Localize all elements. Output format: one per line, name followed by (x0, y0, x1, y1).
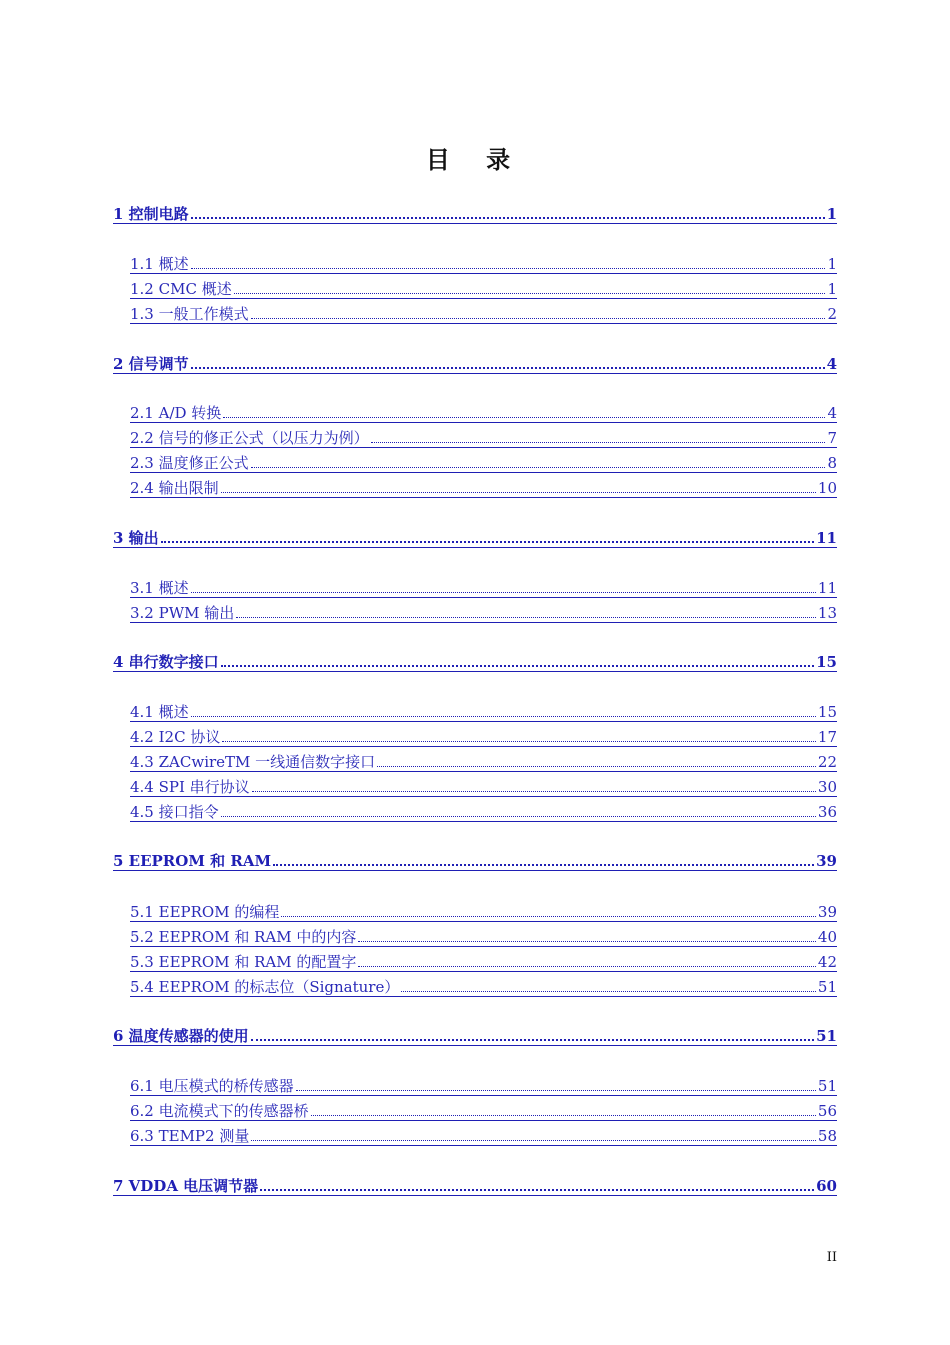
toc-section-label: 5.3 EEPROM 和 RAM 的配置字 (130, 953, 357, 971)
toc-section-4-1[interactable] (130, 705, 837, 722)
toc-section-4-4[interactable] (130, 780, 837, 797)
dot-leader (251, 1039, 814, 1041)
dot-leader (191, 592, 816, 593)
toc-page-number: 51 (817, 978, 837, 996)
toc-page-number: 39 (816, 852, 837, 870)
toc-page-number: 15 (816, 653, 837, 671)
toc-section-label: 4.1 概述 (130, 703, 189, 721)
toc-section-label: 4.3 ZACwireTM 一线通信数字接口 (130, 753, 376, 771)
toc-page-number: 4 (826, 355, 837, 373)
dot-leader (358, 966, 816, 967)
toc-section-label: 4.2 I2C 协议 (130, 728, 221, 746)
dot-leader (311, 1115, 816, 1116)
toc-page-number: 51 (816, 1027, 837, 1045)
toc-section-5-2[interactable] (130, 930, 837, 947)
toc-page-number: 30 (817, 778, 837, 796)
dot-leader (236, 617, 816, 618)
toc-section-label: 3.1 概述 (130, 579, 189, 597)
dot-leader (223, 417, 825, 418)
dot-leader (371, 442, 826, 443)
dot-leader (221, 816, 816, 817)
toc-chapter-4[interactable] (113, 655, 837, 672)
dot-leader (251, 467, 826, 468)
toc-section-label: 6.3 TEMP2 测量 (130, 1127, 250, 1145)
toc-chapter-label: 6 温度传感器的使用 (113, 1027, 249, 1045)
dot-leader (191, 268, 826, 269)
toc-chapter-label: 2 信号调节 (113, 355, 189, 373)
toc-section-2-4[interactable] (130, 481, 837, 498)
toc-section-3-2[interactable] (130, 606, 837, 623)
toc-section-2-2[interactable] (130, 431, 837, 448)
toc-section-label: 1.1 概述 (130, 255, 189, 273)
toc-section-4-3[interactable] (130, 755, 837, 772)
toc-page-number: 51 (817, 1077, 837, 1095)
toc-section-1-2[interactable] (130, 282, 837, 299)
toc-section-label: 1.3 一般工作模式 (130, 305, 249, 323)
toc-section-label: 5.2 EEPROM 和 RAM 中的内容 (130, 928, 357, 946)
toc-section-2-3[interactable] (130, 456, 837, 473)
dot-leader (222, 741, 816, 742)
toc-page-number: 36 (817, 803, 837, 821)
toc-section-label: 6.2 电流模式下的传感器桥 (130, 1102, 309, 1120)
dot-leader (234, 293, 826, 294)
dot-leader (161, 541, 814, 543)
dot-leader (260, 1189, 814, 1191)
toc-page-number: 15 (817, 703, 837, 721)
toc-page-number: 58 (817, 1127, 837, 1145)
dot-leader (191, 367, 825, 369)
toc-page-number: 56 (817, 1102, 837, 1120)
toc-section-label: 1.2 CMC 概述 (130, 280, 232, 298)
toc-section-5-1[interactable] (130, 905, 837, 922)
dot-leader (377, 766, 816, 767)
toc-page-number: 13 (817, 604, 837, 622)
toc-section-6-1[interactable] (130, 1079, 837, 1096)
toc-chapter-label: 3 输出 (113, 529, 159, 547)
toc-chapter-5[interactable] (113, 854, 837, 871)
dot-leader (273, 864, 814, 866)
toc-page-number: 1 (827, 255, 837, 273)
dot-leader (401, 991, 816, 992)
toc-section-label: 4.4 SPI 串行协议 (130, 778, 250, 796)
toc-section-label: 2.2 信号的修正公式（以压力为例） (130, 429, 369, 447)
toc-page-number: 2 (827, 305, 837, 323)
toc-section-label: 6.1 电压模式的桥传感器 (130, 1077, 294, 1095)
toc-chapter-label: 7 VDDA 电压调节器 (113, 1177, 259, 1195)
toc-page-number: 4 (827, 404, 837, 422)
toc-page-number: 8 (827, 454, 837, 472)
toc-section-1-1[interactable] (130, 257, 837, 274)
dot-leader (221, 665, 814, 667)
toc-chapter-3[interactable] (113, 531, 837, 548)
dot-leader (252, 791, 816, 792)
toc-chapter-label: 4 串行数字接口 (113, 653, 219, 671)
dot-leader (251, 318, 826, 319)
toc-page-number: 1 (826, 205, 837, 223)
toc-section-5-4[interactable] (130, 980, 837, 997)
toc-chapter-1[interactable] (113, 207, 837, 224)
toc-page-number: 17 (817, 728, 837, 746)
toc-section-6-3[interactable] (130, 1129, 837, 1146)
page-number: II (826, 1250, 837, 1265)
toc-section-4-5[interactable] (130, 805, 837, 822)
toc-page-number: 7 (827, 429, 837, 447)
dot-leader (281, 916, 816, 917)
dot-leader (191, 716, 816, 717)
toc-section-4-2[interactable] (130, 730, 837, 747)
toc-chapter-6[interactable] (113, 1029, 837, 1046)
toc-chapter-label: 1 控制电路 (113, 205, 189, 223)
toc-section-label: 2.1 A/D 转换 (130, 404, 222, 422)
dot-leader (191, 217, 825, 219)
dot-leader (296, 1090, 816, 1091)
toc-page-number: 11 (816, 529, 837, 547)
toc-section-label: 5.1 EEPROM 的编程 (130, 903, 280, 921)
toc-section-label: 3.2 PWM 输出 (130, 604, 235, 622)
toc-page-number: 60 (816, 1177, 837, 1195)
toc-section-label: 5.4 EEPROM 的标志位（Signature） (130, 978, 400, 996)
toc-section-2-1[interactable] (130, 406, 837, 423)
dot-leader (221, 492, 816, 493)
toc-page-number: 1 (827, 280, 837, 298)
toc-section-5-3[interactable] (130, 955, 837, 972)
toc-section-3-1[interactable] (130, 581, 837, 598)
toc-page-number: 40 (817, 928, 837, 946)
toc-page-number: 11 (817, 579, 837, 597)
toc-chapter-7[interactable] (113, 1179, 837, 1196)
dot-leader (358, 941, 816, 942)
toc-page-number: 22 (817, 753, 837, 771)
toc-chapter-2[interactable] (113, 357, 837, 374)
toc-page-number: 42 (817, 953, 837, 971)
toc-section-1-3[interactable] (130, 307, 837, 324)
toc-chapter-label: 5 EEPROM 和 RAM (113, 852, 272, 870)
toc-page-number: 39 (817, 903, 837, 921)
toc-page-number: 10 (817, 479, 837, 497)
toc-title: 目 录 (425, 145, 525, 174)
toc-section-label: 4.5 接口指令 (130, 803, 219, 821)
dot-leader (251, 1140, 816, 1141)
toc-section-6-2[interactable] (130, 1104, 837, 1121)
toc-section-label: 2.3 温度修正公式 (130, 454, 249, 472)
toc-section-label: 2.4 输出限制 (130, 479, 219, 497)
